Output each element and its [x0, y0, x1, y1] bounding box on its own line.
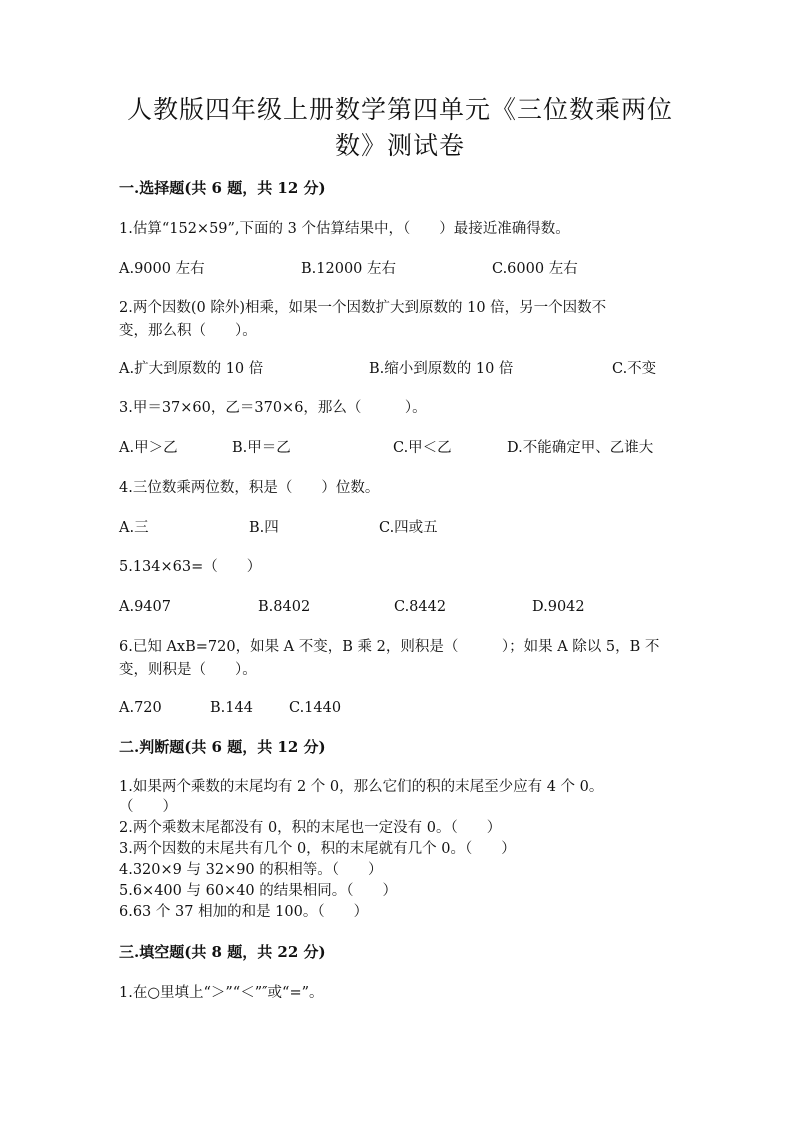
- question-5-option-a: A.9407: [119, 599, 171, 615]
- question-6-option-c: C.1440: [289, 700, 342, 716]
- question-4-option-c: C.四或五: [379, 520, 438, 536]
- question-6-stem-line-1: 6.已知 AxB=720，如果 A 不变，B 乘 2，则积是（ ）；如果 A 除以 5，B 不: [119, 639, 660, 655]
- question-2-stem-line-1: 2.两个因数(0 除外)相乘，如果一个因数扩大到原数的 10 倍，另一个因数不: [119, 300, 607, 316]
- judgement-item-5: 5.6×400 与 60×40 的结果相同。（ ）: [119, 883, 398, 899]
- question-5-option-b: B.8402: [258, 599, 311, 615]
- judgement-item-1-answer-bracket: （ ）: [119, 799, 177, 815]
- question-2-stem-line-2: 变，那么积（ ）。: [119, 323, 257, 339]
- question-1-option-c: C.6000 左右: [492, 261, 578, 277]
- question-6-stem-line-2: 变，则积是（ ）。: [119, 662, 257, 678]
- question-3-stem: 3.甲＝37×60，乙＝370×6，那么（ ）。: [119, 400, 427, 416]
- question-3-option-c: C.甲＜乙: [393, 440, 452, 456]
- section-heading-judgement: 二.判断题(共 6 题，共 12 分): [119, 738, 326, 756]
- section-heading-choice: 一.选择题(共 6 题，共 12 分): [119, 179, 326, 197]
- question-5-option-d: D.9042: [532, 599, 585, 615]
- fill-in-item-1: 1.在○里填上“＞”“＜”″或“=”。: [119, 985, 324, 1001]
- question-1-option-b: B.12000 左右: [301, 261, 397, 277]
- page-title-line-1: 人教版四年级上册数学第四单元《三位数乘两位: [126, 95, 673, 124]
- question-4-option-a: A.三: [119, 520, 149, 536]
- question-6-option-a: A.720: [119, 700, 162, 716]
- question-1-stem: 1.估算“152×59”,下面的 3 个估算结果中，（ ）最接近准确得数。: [119, 221, 570, 237]
- page-title: [120, 92, 680, 164]
- question-6-option-b: B.144: [210, 700, 253, 716]
- page-title-line-2: 数》测试卷: [334, 131, 465, 160]
- question-2-option-c: C.不变: [612, 361, 657, 377]
- judgement-item-1: 1.如果两个乘数的末尾均有 2 个 0，那么它们的积的末尾至少应有 4 个 0。: [119, 779, 604, 795]
- question-3-option-a: A.甲＞乙: [119, 440, 178, 456]
- question-3-option-d: D.不能确定甲、乙谁大: [507, 440, 654, 456]
- question-2-option-a: A.扩大到原数的 10 倍: [119, 361, 264, 377]
- judgement-item-6: 6.63 个 37 相加的和是 100。（ ）: [119, 904, 369, 920]
- judgement-item-4: 4.320×9 与 32×90 的积相等。（ ）: [119, 862, 383, 878]
- question-5-option-c: C.8442: [394, 599, 447, 615]
- section-heading-fill-in: 三.填空题(共 8 题，共 22 分): [119, 943, 326, 961]
- question-5-stem: 5.134×63=（ ）: [119, 559, 262, 575]
- judgement-item-2: 2.两个乘数末尾都没有 0，积的末尾也一定没有 0。（ ）: [119, 820, 502, 836]
- judgement-item-3: 3.两个因数的末尾共有几个 0，积的末尾就有几个 0。（ ）: [119, 841, 516, 857]
- question-2-option-b: B.缩小到原数的 10 倍: [369, 361, 514, 377]
- question-4-option-b: B.四: [249, 520, 279, 536]
- question-1-option-a: A.9000 左右: [119, 261, 205, 277]
- question-3-option-b: B.甲＝乙: [232, 440, 291, 456]
- question-4-stem: 4.三位数乘两位数，积是（ ）位数。: [119, 480, 380, 496]
